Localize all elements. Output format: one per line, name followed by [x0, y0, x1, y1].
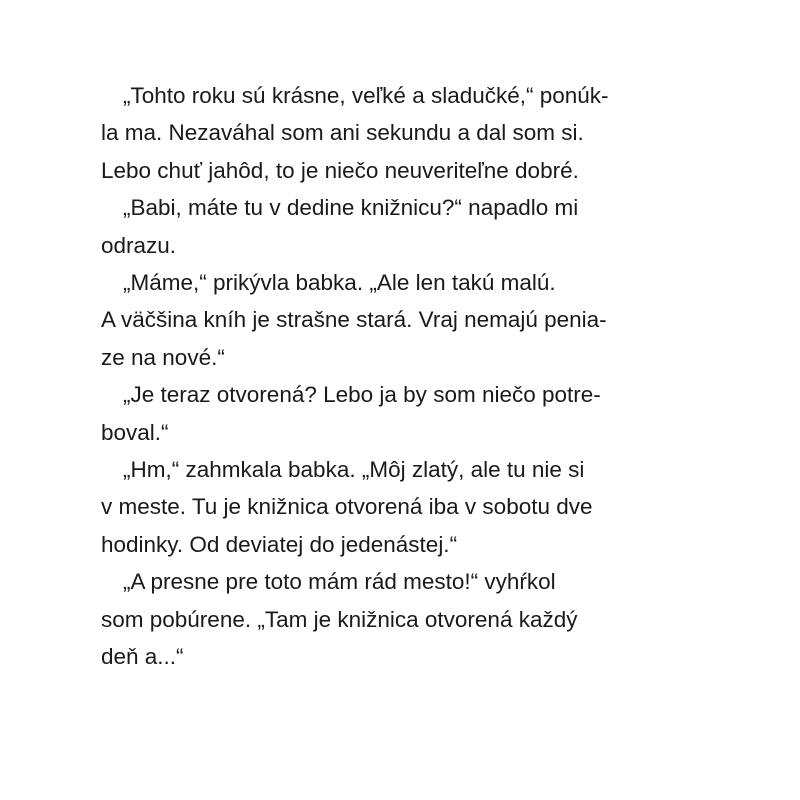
- text-line: „Je teraz otvorená? Lebo ja by som niečo potre-: [123, 382, 601, 408]
- text-line: som pobúrene. „Tam je knižnica otvorená každý: [101, 606, 578, 632]
- text-line: „A presne pre toto mám rád mesto!“ vyhŕkol: [123, 569, 556, 595]
- text-line: hodinky. Od deviatej do jedenástej.“: [101, 531, 458, 557]
- text-line: „Máme,“ prikývla babka. „Ale len takú malú.: [123, 270, 556, 296]
- text-line: v meste. Tu je knižnica otvorená iba v sobotu dve: [101, 494, 593, 520]
- text-line: odrazu.: [101, 232, 177, 258]
- body-text: [101, 77, 721, 676]
- text-line: „Tohto roku sú krásne, veľké a sladučké,“ ponúk-: [123, 83, 609, 108]
- text-line: „Babi, máte tu v dedine knižnicu?“ napadlo mi: [123, 195, 579, 221]
- text-line: „Hm,“ zahmkala babka. „Môj zlatý, ale tu nie si: [123, 457, 585, 483]
- text-line: ze na nové.“: [101, 344, 225, 370]
- text-line: Lebo chuť jahôd, to je niečo neuveriteľne dobré.: [101, 157, 579, 183]
- text-line: la ma. Nezaváhal som ani sekundu a dal som si.: [101, 120, 584, 146]
- text-line: deň a...“: [101, 644, 184, 670]
- text-line: A väčšina kníh je strašne stará. Vraj nemajú penia-: [101, 307, 607, 333]
- text-line: boval.“: [101, 419, 169, 445]
